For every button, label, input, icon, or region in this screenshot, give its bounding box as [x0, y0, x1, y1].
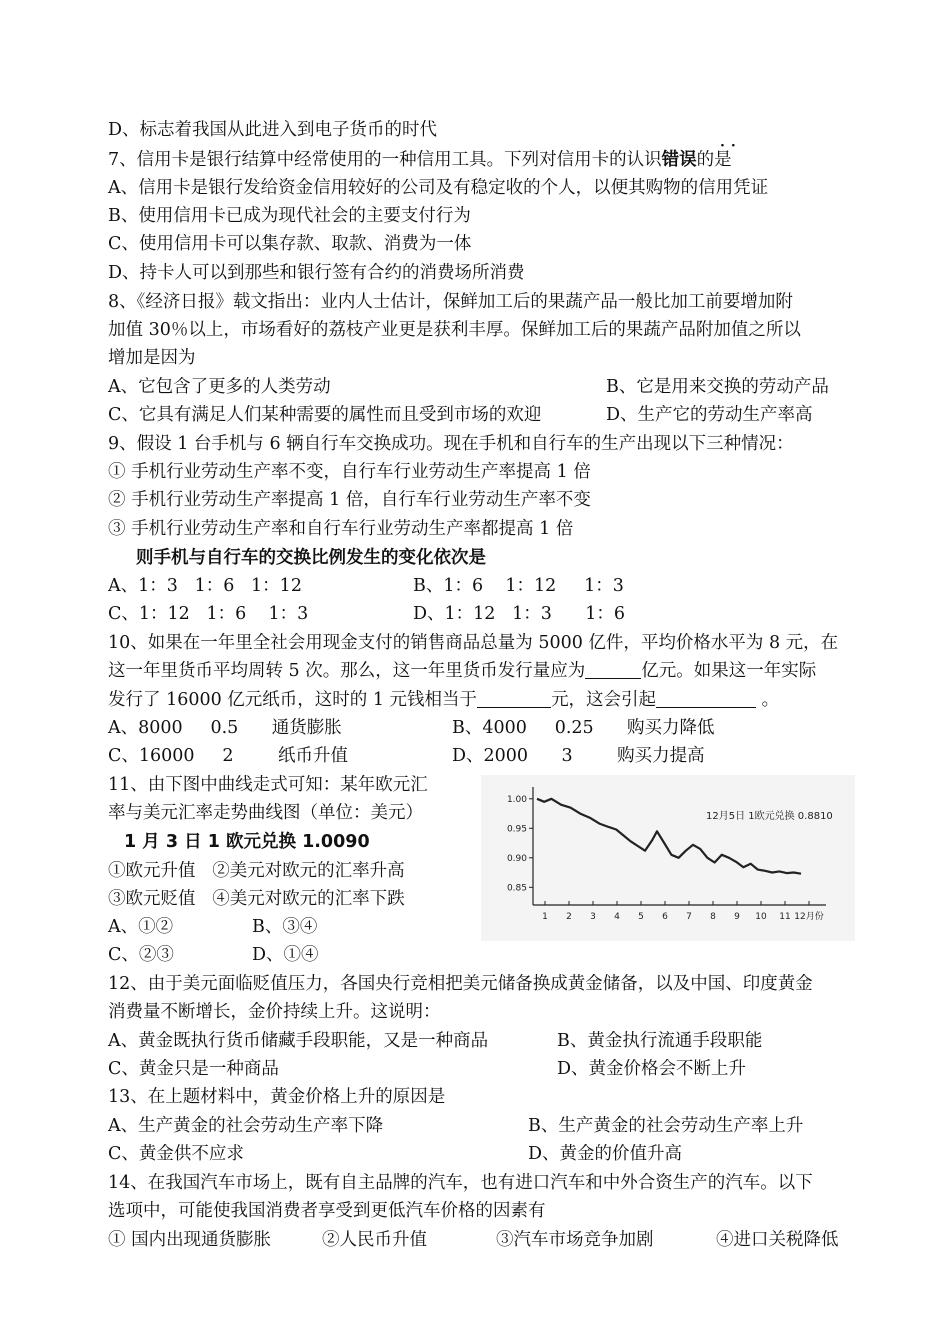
q7-option-a: A、信用卡是银行发给资金信用较好的公司及有稳定收的个人，以便其购物的信用凭证: [108, 178, 769, 198]
q7-stem-a: 7、信用卡是银行结算中经常使用的一种信用工具。下列对信用卡的认识: [108, 150, 662, 170]
exchange-rate-chart: [481, 775, 855, 941]
q14-stem-1: 14、在我国汽车市场上，既有自主品牌的汽车，也有进口汽车和中外合资生产的汽车。以下: [108, 1173, 813, 1193]
x-tick-label: 7: [686, 912, 692, 922]
q10-stem-1: 10、如果在一年里全社会用现金支付的销售商品总量为 5000 亿件，平均价格水平为 8 元，在: [108, 633, 839, 653]
answer-blank-3[interactable]: [656, 689, 756, 708]
x-tick-label: 6: [662, 912, 668, 922]
x-tick-label: 10: [755, 912, 767, 922]
y-tick-label: 0.85: [506, 883, 527, 894]
q11-option-a: A、①②: [108, 917, 174, 937]
q13-option-a: A、生产黄金的社会劳动生产率下降: [108, 1116, 384, 1136]
q9-stem: 9、假设 1 台手机与 6 辆自行车交换成功。现在手机和自行车的生产出现以下三种情况：: [108, 434, 794, 454]
x-tick-label: 12月份: [794, 912, 824, 922]
q10-stem-2b: 亿元。如果这一年实际: [641, 661, 817, 681]
q10-option-c: C、16000 2 纸币升值: [108, 746, 349, 766]
q9-option-b: B、1：6 1：12 1：3: [413, 576, 624, 596]
x-tick-label: 4: [614, 912, 620, 922]
q11-stem-2: 率与美元汇率走势曲线图（单位：美元）: [108, 803, 423, 823]
chart-annotation: 12月5日 1欧元兑换 0.8810: [706, 811, 833, 822]
q7-option-b: B、使用信用卡已成为现代社会的主要支付行为: [108, 206, 471, 226]
y-tick-label: 0.95: [506, 824, 527, 835]
q14-item-1: ① 国内出现通货膨胀: [108, 1230, 272, 1250]
q8-stem-1: 8、《经济日报》载文指出：业内人士估计，保鲜加工后的果蔬产品一般比加工前要增加附: [108, 292, 793, 312]
q8-option-b: B、它是用来交换的劳动产品: [606, 377, 829, 397]
q12-stem-2: 消费量不断增长，金价持续上升。这说明：: [108, 1002, 441, 1022]
x-tick-label: 5: [638, 912, 644, 922]
q7-option-c: C、使用信用卡可以集存款、取款、消费为一体: [108, 234, 472, 254]
q6-option-d: D、标志着我国从此进入到电子货币的时代: [108, 120, 438, 140]
x-tick-label: 8: [710, 912, 716, 922]
answer-blank-1[interactable]: [585, 660, 641, 679]
q14-item-3: ③汽车市场竞争加剧: [496, 1230, 654, 1250]
q12-option-c: C、黄金只是一种商品: [108, 1059, 279, 1079]
x-tick-label: 3: [590, 912, 596, 922]
q8-stem-2: 加值 30％以上，市场看好的荔枝产业更是获利丰厚。保鲜加工后的果蔬产品附加值之所以: [108, 320, 801, 340]
q9-option-d: D、1：12 1：3 1：6: [413, 604, 626, 624]
q9-case-1: ① 手机行业劳动生产率不变，自行车行业劳动生产率提高 1 倍: [108, 462, 591, 482]
q7-option-d: D、持卡人可以到那些和银行签有合约的消费场所消费: [108, 263, 525, 283]
x-tick-label: 9: [734, 912, 740, 922]
x-tick-label: 1: [542, 912, 548, 922]
q14-item-2: ②人民币升值: [322, 1230, 427, 1250]
q13-option-b: B、生产黄金的社会劳动生产率上升: [528, 1116, 804, 1136]
q10-stem-3b: 元，这会引起: [551, 690, 657, 710]
q11-stem-3: 1 月 3 日 1 欧元兑换 1.0090: [124, 832, 370, 852]
q13-option-d: D、黄金的价值升高: [528, 1144, 683, 1164]
q8-option-d: D、生产它的劳动生产率高: [606, 405, 813, 425]
q7-stem: [108, 146, 732, 174]
x-tick-label: 2: [566, 912, 572, 922]
q13-stem: 13、在上题材料中，黄金价格上升的原因是: [108, 1087, 446, 1107]
q11-items-34: ③欧元贬值 ④美元对欧元的汇率下跌: [108, 889, 405, 909]
q10-option-b: B、4000 0.25 购买力降低: [452, 718, 715, 738]
q11-items-12: ①欧元升值 ②美元对欧元的汇率升高: [108, 861, 405, 881]
y-tick-label: 0.90: [506, 853, 527, 864]
y-tick-label: 1.00: [506, 794, 527, 805]
q9-option-c: C、1：12 1：6 1：3: [108, 604, 309, 624]
q10-stem-2: [108, 657, 816, 685]
q11-option-d: D、①④: [252, 945, 319, 965]
q12-option-a: A、黄金既执行货币储藏手段职能，又是一种商品: [108, 1031, 489, 1051]
q9-case-3: ③ 手机行业劳动生产率和自行车行业劳动生产率都提高 1 倍: [108, 519, 574, 539]
q10-stem-3c: 。: [756, 690, 780, 710]
q10-option-d: D、2000 3 购买力提高: [452, 746, 705, 766]
q14-stem-2: 选项中，可能使我国消费者享受到更低汽车价格的因素有: [108, 1201, 546, 1221]
q10-stem-2a: 这一年里货币平均周转 5 次。那么，这一年里货币发行量应为: [108, 661, 586, 681]
q7-emphasis: 错误: [661, 150, 697, 170]
q12-option-b: B、黄金执行流通手段职能: [557, 1031, 763, 1051]
q7-stem-b: 的是: [696, 150, 732, 170]
emphasis-dots: ··: [720, 138, 742, 154]
q14-item-4: ④进口关税降低: [716, 1230, 839, 1250]
q11-option-c: C、②③: [108, 945, 174, 965]
q10-stem-3a: 发行了 16000 亿元纸币，这时的 1 元钱相当于: [108, 690, 478, 710]
q12-stem-1: 12、由于美元面临贬值压力，各国央行竞相把美元储备换成黄金储备，以及中国、印度黄金: [108, 974, 813, 994]
q11-option-b: B、③④: [252, 917, 318, 937]
q8-stem-3: 增加是因为: [108, 348, 196, 368]
q9-question: 则手机与自行车的交换比例发生的变化依次是: [136, 548, 486, 568]
x-tick-label: 11: [779, 912, 791, 922]
q9-option-a: A、1：3 1：6 1：12: [108, 576, 302, 596]
q8-option-c: C、它具有满足人们某种需要的属性而且受到市场的欢迎: [108, 405, 542, 425]
q11-stem-1: 11、由下图中曲线走式可知：某年欧元汇: [108, 775, 428, 795]
q10-option-a: A、8000 0.5 通货膨胀: [108, 718, 342, 738]
q12-option-d: D、黄金价格会不断上升: [557, 1059, 747, 1079]
exchange-rate-chart-svg: [481, 775, 855, 941]
q13-option-c: C、黄金供不应求: [108, 1144, 244, 1164]
q9-case-2: ② 手机行业劳动生产率提高 1 倍，自行车行业劳动生产率不变: [108, 490, 591, 510]
answer-blank-2[interactable]: [477, 689, 551, 708]
q8-option-a: A、它包含了更多的人类劳动: [108, 377, 331, 397]
q10-stem-3: [108, 686, 779, 714]
